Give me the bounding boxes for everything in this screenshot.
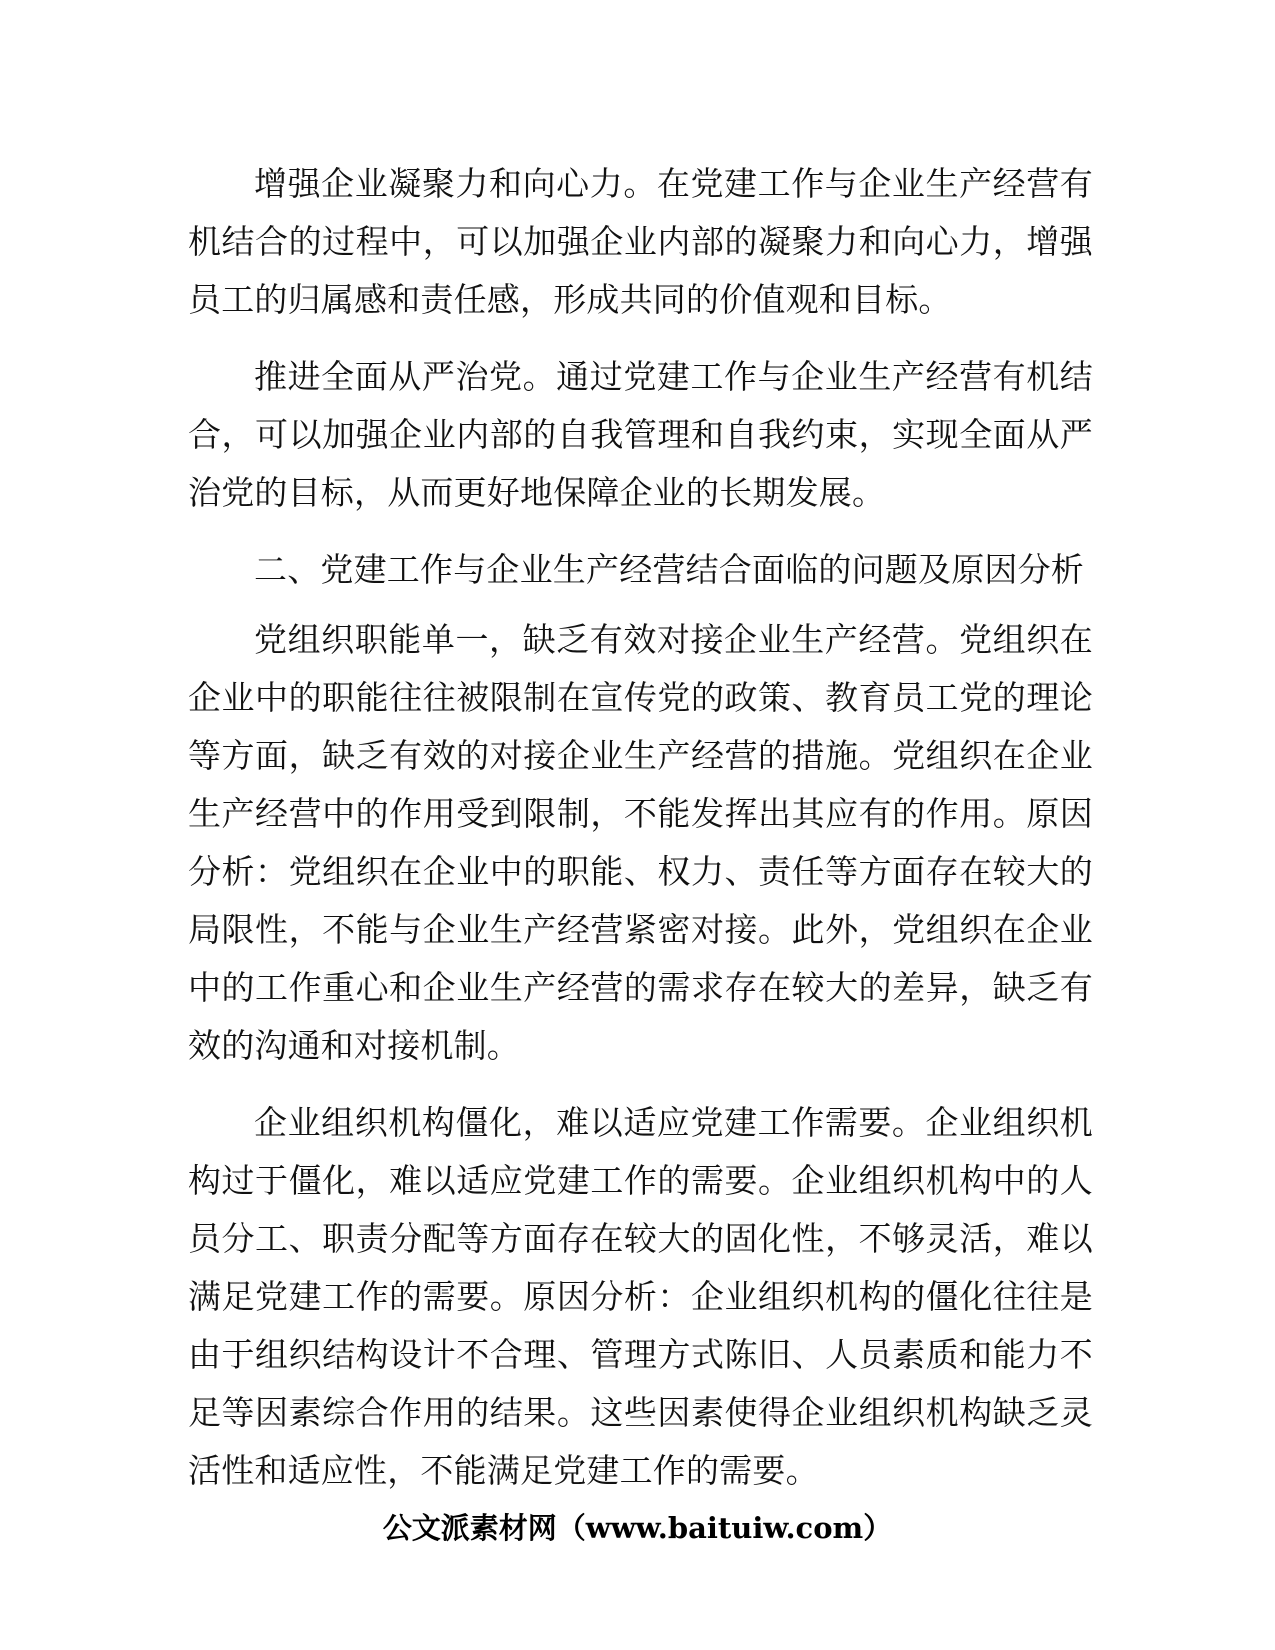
footer-watermark: 公文派素材网（www.baituiw.com） <box>382 1511 893 1545</box>
paragraph-rigid-structure: 企业组织机构僵化，难以适应党建工作需要。企业组织机构过于僵化，难以适应党建工作的需要。企业组织机构中的人员分工、职责分配等方面存在较大的固化性，不够灵活，难以满足党建工作的需要。原因分析：企业组织机构的僵化往往是由于组织结构设计不合理、管理方式陈旧、人员素质和能力不足等因素综合作用的结果。这些因素使得企业组织机构缺乏灵活性和适应性，不能满足党建工作的需要。 <box>188 1103 1093 1490</box>
paragraph-cohesion: 增强企业凝聚力和向心力。在党建工作与企业生产经营有机结合的过程中，可以加强企业内部的凝聚力和向心力，增强员工的归属感和责任感，形成共同的价值观和目标。 <box>188 164 1093 319</box>
section-heading: 二、党建工作与企业生产经营结合面临的问题及原因分析 <box>254 550 1084 589</box>
paragraph-party-governance: 推进全面从严治党。通过党建工作与企业生产经营有机结合，可以加强企业内部的自我管理和自我约束，实现全面从严治党的目标，从而更好地保障企业的长期发展。 <box>188 357 1093 512</box>
paragraph-single-function: 党组织职能单一，缺乏有效对接企业生产经营。党组织在企业中的职能往往被限制在宣传党的政策、教育员工党的理论等方面，缺乏有效的对接企业生产经营的措施。党组织在企业生产经营中的作用受到限制，不能发挥出其应有的作用。原因分析：党组织在企业中的职能、权力、责任等方面存在较大的局限性，不能与企业生产经营紧密对接。此外，党组织在企业中的工作重心和企业生产经营的需求存在较大的差异，缺乏有效的沟通和对接机制。 <box>188 620 1093 1065</box>
document-body <box>188 155 1093 1519</box>
